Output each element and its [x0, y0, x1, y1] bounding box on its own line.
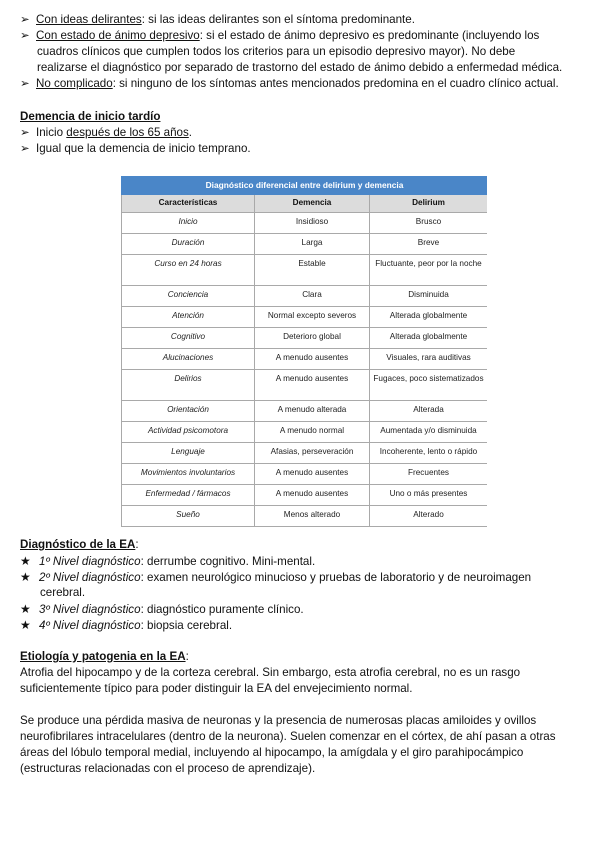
table-row	[122, 485, 488, 506]
feature-cell: Atención	[122, 307, 255, 328]
dementia-cell: A menudo ausentes	[255, 370, 370, 401]
star-bullet-icon: ★	[20, 554, 31, 568]
delirium-cell: Alterada globalmente	[370, 328, 488, 349]
feature-cell: Inicio	[122, 213, 255, 234]
delirium-cell: Incoherente, lento o rápido	[370, 443, 488, 464]
dementia-cell: A menudo alterada	[255, 401, 370, 422]
table-row	[122, 443, 488, 464]
dementia-cell: A menudo ausentes	[255, 464, 370, 485]
paragraph-line: suficientemente típico para poder distinguir la EA del envejecimiento normal.	[20, 682, 413, 695]
diagnostic-level-continuation: cerebral.	[40, 586, 86, 599]
table-row	[122, 464, 488, 485]
bullet-animo-depresivo: ➢ Con estado de ánimo depresivo: si el estado de ánimo depresivo es predominante (incluyendo los	[20, 29, 540, 42]
delirium-cell: Visuales, rara auditivas	[370, 349, 488, 370]
star-bullet-icon: ★	[20, 570, 31, 584]
bullet-continuation: cuadros clínicos que cumplen todos los criterios para un episodio depresivo mayor). No debe	[37, 45, 516, 58]
dementia-cell: A menudo ausentes	[255, 349, 370, 370]
feature-cell: Alucinaciones	[122, 349, 255, 370]
delirium-cell: Frecuentes	[370, 464, 488, 485]
bullet-no-complicado: ➢ No complicado: si ninguno de los síntomas antes mencionados predomina en el cuadro clínico actual.	[20, 77, 559, 90]
section-heading-diagnostico: Diagnóstico de la EA:	[20, 538, 139, 551]
feature-cell: Actividad psicomotora	[122, 422, 255, 443]
delirium-cell: Brusco	[370, 213, 488, 234]
table-title: Diagnóstico diferencial entre delirium y demencia	[122, 177, 488, 195]
arrow-bullet-icon: ➢	[20, 142, 30, 155]
differential-diagnosis-table	[121, 176, 487, 527]
dementia-cell: Menos alterado	[255, 506, 370, 527]
feature-cell: Curso en 24 horas	[122, 255, 255, 286]
dementia-cell: Estable	[255, 255, 370, 286]
table-row	[122, 401, 488, 422]
feature-cell: Duración	[122, 234, 255, 255]
diagnostic-level-item: ★ 4º Nivel diagnóstico: biopsia cerebral.	[20, 618, 233, 632]
table-row	[122, 328, 488, 349]
diagnostic-level-item: ★ 3º Nivel diagnóstico: diagnóstico puramente clínico.	[20, 602, 304, 616]
term-animo-depresivo: Con estado de ánimo depresivo	[36, 29, 200, 42]
paragraph-line: (estructuras relacionadas con el proceso de aprendizaje).	[20, 762, 316, 775]
late-onset-item: ➢ Igual que la demencia de inicio temprano.	[20, 142, 251, 155]
delirium-cell: Uno o más presentes	[370, 485, 488, 506]
delirium-cell: Alterada globalmente	[370, 307, 488, 328]
feature-cell: Movimientos involuntarios	[122, 464, 255, 485]
arrow-bullet-icon: ➢	[20, 126, 30, 139]
table-row	[122, 506, 488, 527]
feature-cell: Cognitivo	[122, 328, 255, 349]
table-row	[122, 422, 488, 443]
feature-cell: Conciencia	[122, 286, 255, 307]
late-onset-item: ➢ Inicio después de los 65 años.	[20, 126, 193, 139]
dementia-cell: A menudo ausentes	[255, 485, 370, 506]
arrow-bullet-icon: ➢	[20, 29, 30, 42]
delirium-cell: Disminuida	[370, 286, 488, 307]
term-ideas-delirantes: Con ideas delirantes	[36, 13, 142, 26]
table-row	[122, 234, 488, 255]
table-row	[122, 213, 488, 234]
paragraph-line: Se produce una pérdida masiva de neuronas y la presencia de numerosas placas amiloides y ovillos	[20, 714, 537, 727]
diagnostic-level-item: ★ 1º Nivel diagnóstico: derrumbe cognitivo. Mini-mental.	[20, 554, 316, 568]
table-body	[122, 213, 488, 527]
delirium-cell: Fugaces, poco sistematizados	[370, 370, 488, 401]
feature-cell: Sueño	[122, 506, 255, 527]
bullet-ideas-delirantes: ➢ Con ideas delirantes: si las ideas delirantes son el síntoma predominante.	[20, 13, 415, 26]
star-bullet-icon: ★	[20, 618, 31, 632]
term-no-complicado: No complicado	[36, 77, 113, 90]
dementia-cell: Clara	[255, 286, 370, 307]
column-header: Delirium	[370, 195, 488, 213]
paragraph-line: neurofibrilares intracelulares (dentro de la neurona). Suelen comenzar en el córtex, de ahí pasan a otras	[20, 730, 556, 743]
dementia-cell: Afasias, perseveración	[255, 443, 370, 464]
feature-cell: Orientación	[122, 401, 255, 422]
table-row	[122, 286, 488, 307]
dementia-cell: Deterioro global	[255, 328, 370, 349]
bullet-continuation: realizarse el diagnóstico por separado de trastorno del estado de ánimo debido a enfermedad médica.	[37, 61, 563, 74]
dementia-cell: A menudo normal	[255, 422, 370, 443]
delirium-cell: Alterada	[370, 401, 488, 422]
arrow-bullet-icon: ➢	[20, 13, 30, 26]
delirium-cell: Breve	[370, 234, 488, 255]
feature-cell: Delirios	[122, 370, 255, 401]
dementia-cell: Larga	[255, 234, 370, 255]
table-row	[122, 255, 488, 286]
table-row	[122, 307, 488, 328]
delirium-cell: Fluctuante, peor por la noche	[370, 255, 488, 286]
arrow-bullet-icon: ➢	[20, 77, 30, 90]
dementia-cell: Normal excepto severos	[255, 307, 370, 328]
feature-cell: Enfermedad / fármacos	[122, 485, 255, 506]
column-header: Demencia	[255, 195, 370, 213]
dementia-cell: Insidioso	[255, 213, 370, 234]
column-header: Características	[122, 195, 255, 213]
table-row	[122, 349, 488, 370]
diagnostic-level-item: ★ 2º Nivel diagnóstico: examen neurológico minucioso y pruebas de laboratorio y de neuroimagen	[20, 570, 532, 584]
paragraph-line: Atrofia del hipocampo y de la corteza cerebral. Sin embargo, esta atrofia cerebral, no es un rasgo	[20, 666, 521, 679]
section-heading-etiologia: Etiología y patogenia en la EA:	[20, 650, 189, 663]
delirium-cell: Alterado	[370, 506, 488, 527]
section-heading-late-onset: Demencia de inicio tardío	[20, 110, 161, 123]
star-bullet-icon: ★	[20, 602, 31, 616]
delirium-cell: Aumentada y/o disminuida	[370, 422, 488, 443]
paragraph-line: áreas del lóbulo temporal medial, incluyendo al hipocampo, la amígdala y el giro parahipocámpico	[20, 746, 524, 759]
feature-cell: Lenguaje	[122, 443, 255, 464]
table-row	[122, 370, 488, 401]
